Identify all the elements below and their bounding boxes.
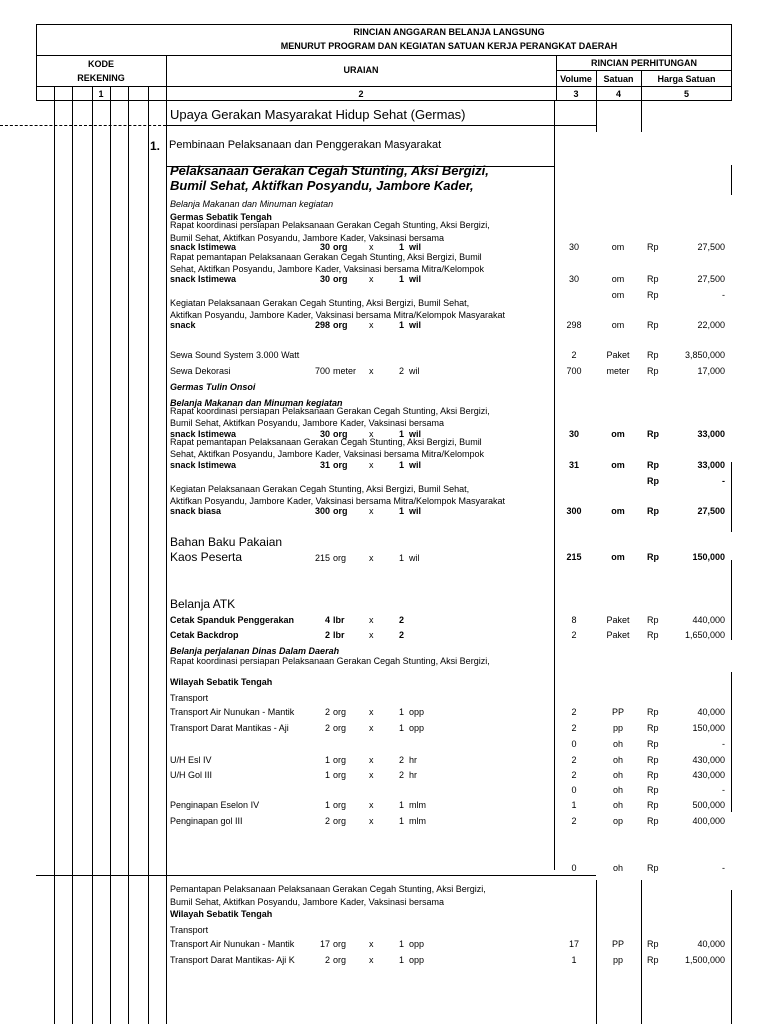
item-satuan: oh [612,739,623,749]
item-unit2: wil [409,274,422,284]
item-satuan: pp [612,955,623,965]
item-price: 22,000 [697,320,725,330]
item-price: - [722,785,725,795]
item-unit: meter [333,366,357,376]
item-operator: x [369,770,374,780]
item-unit: org [333,955,347,965]
item-volume: 0 [571,739,577,749]
item-unit: org [333,707,347,717]
item-unit: lbr [333,630,345,640]
item-unit: org [333,800,347,810]
item-qty2: 1 [398,506,404,516]
item-operator: x [369,800,374,810]
item-volume: 2 [571,723,577,733]
item-satuan: oh [612,785,623,795]
item-satuan: PP [611,707,624,717]
item-price: 1,500,000 [684,955,725,965]
item-currency: Rp [647,506,659,516]
item-operator: x [369,429,374,439]
item-qty: 31 [319,460,330,470]
item-unit: org [333,460,348,470]
item-price: 430,000 [692,755,725,765]
item-qty: 300 [314,506,330,516]
item-volume: 1 [571,955,577,965]
header-harga: Harga Satuan [657,74,716,84]
description: Rapat pemantapan Pelaksanaan Gerakan Cegah Stunting, Aksi Bergizi, Bumil [170,252,482,262]
item-qty: 1 [324,755,330,765]
item-label: snack Istimewa [170,429,237,439]
item-currency: Rp [647,429,659,439]
item-volume: 0 [571,863,577,873]
col-num-2: 2 [358,89,364,99]
item-unit: org [333,816,347,826]
item-operator: x [369,320,374,330]
germas-sebatik: Germas Sebatik Tengah [170,212,272,222]
item-price: 27,500 [697,506,725,516]
item-price: - [722,863,725,873]
item-label: Transport Air Nunukan - Mantik [170,939,295,949]
item-currency: Rp [647,350,659,360]
belanja-makanan-2: Belanja Makanan dan Minuman kegiatan [170,398,343,408]
item-currency: Rp [647,460,659,470]
item-currency: Rp [647,290,659,300]
item-price: 500,000 [692,800,725,810]
item-label: snack Istimewa [170,242,237,252]
description: Sehat, Aktifkan Posyandu, Jambore Kader, Vaksinasi bersama Mitra/Kelompok [170,264,484,274]
item-volume: 300 [566,506,582,516]
description: Aktifkan Posyandu, Jambore Kader, Vaksinasi bersama Mitra/Kelompok Masyarakat [170,310,505,320]
item-satuan: om [611,290,625,300]
item-qty2: 1 [398,242,404,252]
item-currency: Rp [647,366,659,376]
item-operator: x [369,723,374,733]
item-operator: x [369,939,374,949]
item-price: 40,000 [697,939,725,949]
item-satuan: om [611,460,625,470]
header-rekening: REKENING [77,73,125,83]
belanja-perjalanan: Belanja perjalanan Dinas Dalam Daerah [170,646,340,656]
item-qty: 700 [314,366,330,376]
item-qty2: 1 [398,460,404,470]
sub-kegiatan-line2: Bumil Sehat, Aktifkan Posyandu, Jambore Kader, [170,178,474,193]
item-label: Cetak Backdrop [170,630,239,640]
item-currency: Rp [647,274,659,284]
item-currency: Rp [647,785,659,795]
item-volume: 17 [568,939,579,949]
item-label: snack Istimewa [170,274,237,284]
item-price: 17,000 [697,366,725,376]
item-volume: 30 [568,429,579,439]
item-satuan: Paket [606,630,630,640]
item-unit2: opp [409,707,425,717]
description: Bumil Sehat, Aktifkan Posyandu, Jambore Kader, Vaksinasi bersama [170,897,444,907]
item-price: 150,000 [692,552,725,562]
germas-tulin: Germas Tulin Onsoi [170,382,256,392]
item-currency: Rp [647,552,659,562]
item-qty2: 2 [398,755,404,765]
item-unit: org [333,320,348,330]
item-unit: org [333,242,348,252]
item-volume: 8 [571,615,577,625]
item-qty2: 1 [398,723,404,733]
item-label: Sewa Sound System 3.000 Watt [170,350,300,360]
item-unit2: wil [409,242,422,252]
item-satuan: PP [611,939,624,949]
belanja-atk: Belanja ATK [170,597,236,611]
description: Rapat koordinasi persiapan Pelaksanaan Gerakan Cegah Stunting, Aksi Bergizi, [170,220,490,230]
item-currency: Rp [647,739,659,749]
item-label: snack [170,320,196,330]
kegiatan-title: Pembinaan Pelaksanaan dan Penggerakan Masyarakat [169,139,442,151]
item-label: Transport Air Nunukan - Mantik [170,707,295,717]
program-title: Upaya Gerakan Masyarakat Hidup Sehat (Germas) [170,107,466,122]
item-qty2: 1 [398,800,404,810]
item-volume: 1 [571,800,577,810]
item-qty2: 1 [398,939,404,949]
header-satuan: Satuan [603,74,634,84]
item-qty: 30 [319,429,330,439]
report-title: RINCIAN ANGGARAN BELANJA LANGSUNG [353,27,545,37]
item-operator: x [369,615,374,625]
item-label: Kaos Peserta [170,551,243,563]
item-volume: 700 [566,366,582,376]
item-qty: 2 [324,630,330,640]
item-unit2: mlm [409,800,426,810]
item-currency: Rp [647,707,659,717]
item-unit2: wil [409,553,420,563]
kegiatan-number: 1. [150,139,161,153]
item-unit: org [333,553,347,563]
description: Bumil Sehat, Aktifkan Posyandu, Jambore Kader, Vaksinasi bersama [170,418,444,428]
item-volume: 30 [568,242,579,252]
description: Sehat, Aktifkan Posyandu, Jambore Kader, Vaksinasi bersama Mitra/Kelompok [170,449,484,459]
item-volume: 2 [571,630,577,640]
item-volume: 2 [571,816,577,826]
item-label: U/H Esl IV [170,755,212,765]
item-qty2: 1 [398,429,404,439]
item-unit: org [333,723,347,733]
description: Kegiatan Pelaksanaan Gerakan Cegah Stunting, Aksi Bergizi, Bumil Sehat, [170,484,470,494]
item-price: 33,000 [697,429,725,439]
item-label: Penginapan Eselon IV [170,800,260,810]
header-uraian: URAIAN [343,65,379,75]
item-volume: 0 [571,785,577,795]
item-qty: 4 [324,615,330,625]
item-qty2: 2 [398,615,404,625]
wilayah-sebatik-2: Wilayah Sebatik Tengah [170,909,273,919]
item-volume: 2 [571,350,577,360]
item-currency: Rp [647,242,659,252]
item-price: 27,500 [697,274,725,284]
item-volume: 2 [571,707,577,717]
item-unit: org [333,755,347,765]
transport-heading: Transport [170,693,209,703]
description: Pemantapan Pelaksanaan Pelaksanaan Gerakan Cegah Stunting, Aksi Bergizi, [170,884,486,894]
item-operator: x [369,242,374,252]
item-price: 27,500 [697,242,725,252]
transport-heading-2: Transport [170,925,209,935]
header-volume: Volume [560,74,592,84]
item-label: Sewa Dekorasi [170,366,231,376]
item-unit2: wil [409,506,422,516]
item-volume: 30 [568,274,579,284]
item-qty2: 1 [398,274,404,284]
bahan-baku: Bahan Baku Pakaian [170,535,283,549]
item-operator: x [369,755,374,765]
item-operator: x [369,506,374,516]
item-price: 150,000 [692,723,725,733]
item-qty2: 1 [398,816,404,826]
header-rincian: RINCIAN PERHITUNGAN [590,58,697,68]
item-price: - [722,739,725,749]
item-operator: x [369,274,374,284]
item-label: Cetak Spanduk Penggerakan [170,615,295,625]
item-satuan: meter [606,366,630,376]
item-price: - [722,290,725,300]
item-qty2: 1 [398,320,404,330]
item-unit2: opp [409,723,425,733]
item-unit2: wil [409,320,422,330]
item-price: - [722,476,725,486]
item-qty: 2 [324,723,330,733]
item-label: Transport Darat Mantikas- Aji K [170,955,295,965]
col-num-1: 1 [98,89,104,99]
item-price: 1,650,000 [684,630,725,640]
item-satuan: pp [612,723,623,733]
item-unit: org [333,429,348,439]
item-qty: 2 [324,816,330,826]
item-qty: 17 [319,939,330,949]
item-price: 40,000 [697,707,725,717]
item-operator: x [369,816,374,826]
item-satuan: oh [612,755,623,765]
col-num-4: 4 [615,89,621,99]
item-qty2: 2 [398,630,404,640]
item-currency: Rp [647,755,659,765]
item-qty: 2 [324,955,330,965]
item-satuan: Paket [606,615,630,625]
item-unit: org [333,770,347,780]
item-currency: Rp [647,816,659,826]
item-price: 430,000 [692,770,725,780]
item-satuan: oh [612,863,623,873]
item-label: Transport Darat Mantikas - Aji [170,723,289,733]
item-currency: Rp [647,955,659,965]
item-qty2: 1 [398,707,404,717]
item-qty: 298 [314,320,330,330]
item-qty2: 1 [398,955,404,965]
item-satuan: op [612,816,623,826]
item-unit2: wil [409,366,420,376]
item-price: 33,000 [697,460,725,470]
item-volume: 2 [571,770,577,780]
item-operator: x [369,366,374,376]
item-satuan: om [611,320,625,330]
item-satuan: om [611,506,625,516]
item-price: 400,000 [692,816,725,826]
item-qty2: 2 [398,770,404,780]
item-satuan: om [611,429,625,439]
description: Rapat koordinasi persiapan Pelaksanaan Gerakan Cegah Stunting, Aksi Bergizi, [170,406,490,416]
item-qty2: 1 [398,553,404,563]
item-label: U/H Gol III [170,770,213,780]
item-currency: Rp [647,615,659,625]
item-qty: 1 [324,800,330,810]
item-satuan: om [611,552,625,562]
item-currency: Rp [647,800,659,810]
item-volume: 215 [566,552,582,562]
item-operator: x [369,707,374,717]
item-qty: 215 [314,553,330,563]
item-label: Penginapan gol III [170,816,243,826]
item-unit2: opp [409,939,425,949]
item-operator: x [369,460,374,470]
wilayah-sebatik: Wilayah Sebatik Tengah [170,677,273,687]
item-satuan: om [611,242,625,252]
header-kode: KODE [87,59,114,69]
item-label: snack biasa [170,506,222,516]
item-unit: org [333,274,348,284]
item-unit2: mlm [409,816,426,826]
item-volume: 2 [571,755,577,765]
report-subtitle: MENURUT PROGRAM DAN KEGIATAN SATUAN KERJA PERANGKAT DAERAH [280,41,618,51]
item-satuan: oh [612,800,623,810]
item-volume: 298 [566,320,582,330]
item-currency: Rp [647,476,659,486]
item-operator: x [369,553,374,563]
item-unit: org [333,939,347,949]
item-unit: lbr [333,615,345,625]
item-price: 3,850,000 [684,350,725,360]
description: Rapat koordinasi persiapan Pelaksanaan Gerakan Cegah Stunting, Aksi Bergizi, [170,656,490,666]
item-currency: Rp [647,723,659,733]
description: Rapat pemantapan Pelaksanaan Gerakan Cegah Stunting, Aksi Bergizi, Bumil [170,437,482,447]
belanja-makanan: Belanja Makanan dan Minuman kegiatan [170,199,334,209]
item-unit2: hr [409,770,418,780]
item-currency: Rp [647,770,659,780]
col-num-3: 3 [573,89,579,99]
item-qty2: 2 [398,366,404,376]
item-qty: 30 [319,242,330,252]
item-currency: Rp [647,630,659,640]
item-unit2: opp [409,955,425,965]
item-operator: x [369,630,374,640]
sub-kegiatan-line1: Pelaksanaan Gerakan Cegah Stunting, Aksi Bergizi, [170,163,489,178]
item-volume: 31 [568,460,579,470]
description: Kegiatan Pelaksanaan Gerakan Cegah Stunting, Aksi Bergizi, Bumil Sehat, [170,298,470,308]
item-unit: org [333,506,348,516]
item-unit2: hr [409,755,418,765]
item-currency: Rp [647,320,659,330]
item-satuan: oh [612,770,623,780]
item-price: 440,000 [692,615,725,625]
description: Bumil Sehat, Aktifkan Posyandu, Jambore Kader, Vaksinasi bersama [170,233,444,243]
item-unit2: wil [409,429,422,439]
item-currency: Rp [647,863,659,873]
item-label: snack Istimewa [170,460,237,470]
col-num-5: 5 [683,89,689,99]
item-currency: Rp [647,939,659,949]
item-qty: 2 [324,707,330,717]
item-satuan: Paket [606,350,630,360]
item-qty: 30 [319,274,330,284]
description: Aktifkan Posyandu, Jambore Kader, Vaksinasi bersama Mitra/Kelompok Masyarakat [170,496,505,506]
item-unit2: wil [409,460,422,470]
item-qty: 1 [324,770,330,780]
item-operator: x [369,955,374,965]
item-satuan: om [611,274,625,284]
